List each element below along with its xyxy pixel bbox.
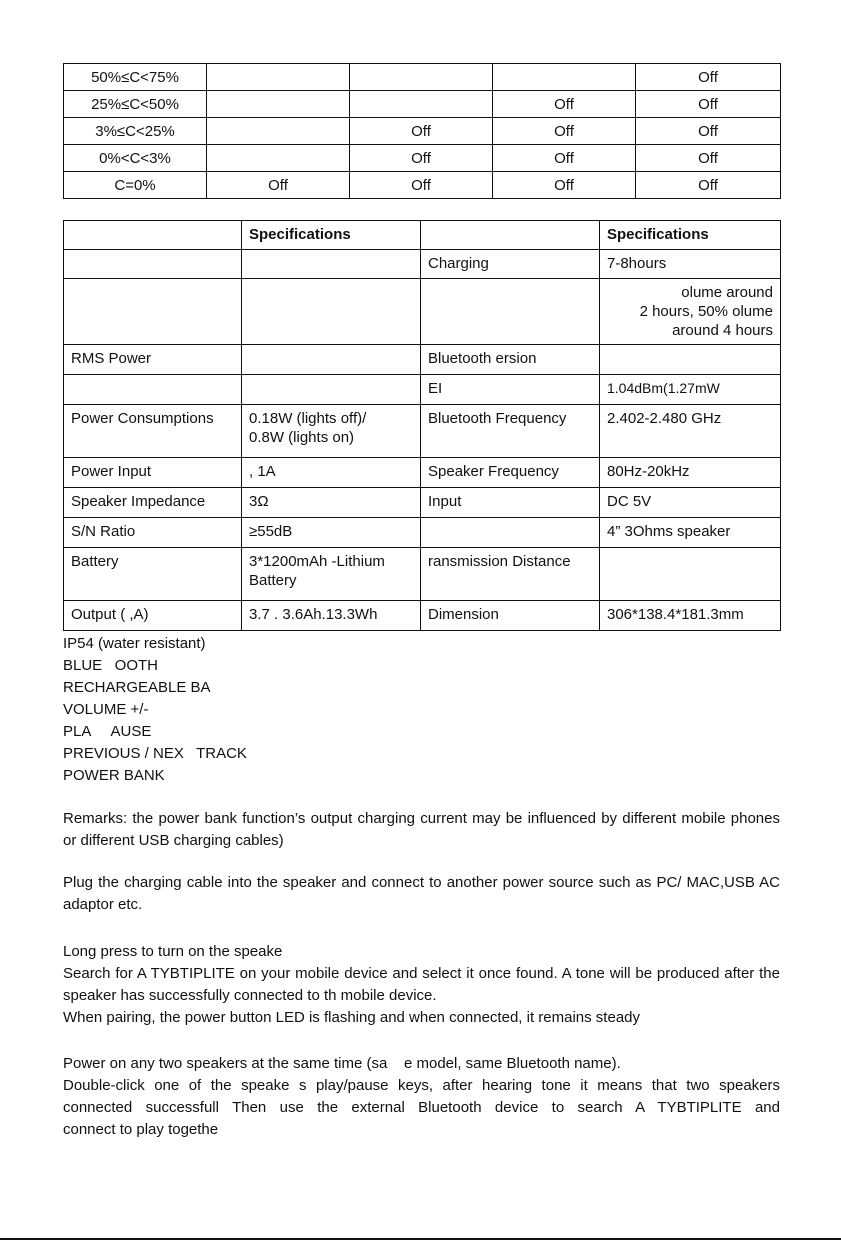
spec-table-cell: 7-8hours bbox=[600, 250, 781, 279]
spec-table-header-cell: Specifications bbox=[242, 221, 421, 250]
battery-table-cell: Off bbox=[636, 172, 781, 199]
spec-table-cell: RMS Power bbox=[64, 345, 242, 375]
spec-table-row bbox=[64, 488, 781, 518]
spec-table-cell bbox=[600, 548, 781, 601]
feature-item: BLUE OOTH bbox=[63, 657, 159, 674]
feature-item: PREVIOUS / NEX TRACK bbox=[63, 745, 247, 762]
battery-table-cell: Off bbox=[207, 172, 350, 199]
spec-table-row bbox=[64, 518, 781, 548]
battery-table-cell bbox=[350, 64, 493, 91]
battery-table-row bbox=[64, 172, 781, 199]
pairing-section bbox=[63, 941, 780, 1029]
spec-table-cell: Speaker Impedance bbox=[64, 488, 242, 518]
spec-table-cell bbox=[242, 250, 421, 279]
page-bottom-rule bbox=[0, 1238, 841, 1240]
feature-item: PLA AUSE bbox=[63, 723, 152, 740]
feature-list bbox=[63, 633, 780, 787]
spec-table-cell: 80Hz-20kHz bbox=[600, 458, 781, 488]
spec-table-cell: DC 5V bbox=[600, 488, 781, 518]
spec-table-cell: Charging bbox=[421, 250, 600, 279]
feature-item: POWER BANK bbox=[63, 767, 165, 784]
feature-item: RECHARGEABLE BA bbox=[63, 679, 211, 696]
spec-table-cell: Battery bbox=[64, 548, 242, 601]
spec-table-row bbox=[64, 345, 781, 375]
spec-table-cell: , 1A bbox=[242, 458, 421, 488]
charging-paragraph: Plug the charging cable into the speaker and connect to another power source such as PC/ MAC,USB AC adaptor etc. bbox=[63, 874, 780, 913]
battery-table-cell bbox=[207, 145, 350, 172]
spec-table-cell: olume around 2 hours, 50% olume around 4 hours bbox=[600, 279, 781, 345]
spec-table-cell bbox=[421, 279, 600, 345]
spec-table-header-cell: Specifications bbox=[600, 221, 781, 250]
battery-table-cell: C=0% bbox=[64, 172, 207, 199]
battery-table-row bbox=[64, 118, 781, 145]
spec-table-cell: Bluetooth ersion bbox=[421, 345, 600, 375]
spec-table-cell: Power Input bbox=[64, 458, 242, 488]
feature-item: VOLUME +/- bbox=[63, 701, 149, 718]
spec-table-cell: 2.402-2.480 GHz bbox=[600, 405, 781, 458]
battery-table-cell bbox=[207, 118, 350, 145]
spec-table-cell bbox=[600, 345, 781, 375]
battery-table-cell: Off bbox=[636, 145, 781, 172]
spec-table-cell: Output ( ,A) bbox=[64, 601, 242, 631]
battery-level-table bbox=[63, 63, 781, 199]
battery-table-cell: Off bbox=[493, 145, 636, 172]
spec-table-cell: 1.04dBm(1.27mW bbox=[600, 375, 781, 405]
spec-table-cell: 3.7 . 3.6Ah.13.3Wh bbox=[242, 601, 421, 631]
spec-table-cell: 3*1200mAh -Lithium Battery bbox=[242, 548, 421, 601]
spec-table-row bbox=[64, 458, 781, 488]
pairing-line: When pairing, the power button LED is flashing and when connected, it remains steady bbox=[63, 1009, 641, 1026]
battery-table-cell: Off bbox=[350, 172, 493, 199]
spec-table-cell bbox=[64, 375, 242, 405]
spec-table-row bbox=[64, 279, 781, 345]
battery-table-row bbox=[64, 64, 781, 91]
spec-table-row bbox=[64, 250, 781, 279]
remarks-paragraph: Remarks: the power bank function’s output charging current may be influenced by different mobile phones or different USB charging cables) bbox=[63, 810, 780, 849]
spec-table-cell bbox=[242, 375, 421, 405]
spec-table-cell: S/N Ratio bbox=[64, 518, 242, 548]
battery-table-cell: 3%≤C<25% bbox=[64, 118, 207, 145]
spec-table-row bbox=[64, 405, 781, 458]
spec-table-cell bbox=[64, 279, 242, 345]
spec-table-header-row bbox=[64, 221, 781, 250]
spec-table-cell: ≥55dB bbox=[242, 518, 421, 548]
battery-table-cell: Off bbox=[493, 91, 636, 118]
spec-table-cell: 0.18W (lights off)/ 0.8W (lights on) bbox=[242, 405, 421, 458]
battery-table-cell: 50%≤C<75% bbox=[64, 64, 207, 91]
spec-table-cell: Input bbox=[421, 488, 600, 518]
spec-table-cell bbox=[242, 345, 421, 375]
battery-table-cell bbox=[493, 64, 636, 91]
battery-table-row bbox=[64, 91, 781, 118]
spec-table-row bbox=[64, 375, 781, 405]
battery-table-row bbox=[64, 145, 781, 172]
tws-line: connected successfull Then use the external Bluetooth device to search A TYBTIPLITE and bbox=[63, 1099, 780, 1116]
spec-table-cell: 3Ω bbox=[242, 488, 421, 518]
pairing-paragraph: Search for A TYBTIPLITE on your mobile device and select it once found. A tone will be produced after the speaker has successfully connected to th mobile device. bbox=[63, 965, 780, 1004]
spec-table-row bbox=[64, 601, 781, 631]
battery-table-cell: 25%≤C<50% bbox=[64, 91, 207, 118]
feature-item: IP54 (water resistant) bbox=[63, 635, 206, 652]
tws-section bbox=[63, 1053, 780, 1141]
battery-table-cell bbox=[207, 64, 350, 91]
spec-table-cell: 306*138.4*181.3mm bbox=[600, 601, 781, 631]
battery-table-cell: 0%<C<3% bbox=[64, 145, 207, 172]
tws-line: connect to play togethe bbox=[63, 1121, 219, 1138]
battery-table-cell: Off bbox=[636, 64, 781, 91]
tws-line: Double-click one of the speake s play/pause keys, after hearing tone it means that two speakers bbox=[63, 1077, 780, 1094]
tws-line: Power on any two speakers at the same time (sa e model, same Bluetooth name). bbox=[63, 1055, 621, 1072]
battery-table-cell bbox=[207, 91, 350, 118]
battery-table-cell: Off bbox=[636, 118, 781, 145]
spec-table-cell: Speaker Frequency bbox=[421, 458, 600, 488]
spec-table-cell bbox=[421, 518, 600, 548]
battery-table-cell: Off bbox=[636, 91, 781, 118]
spec-table-header-cell bbox=[64, 221, 242, 250]
spec-table-cell: ransmission Distance bbox=[421, 548, 600, 601]
specifications-table bbox=[63, 220, 781, 631]
spec-table-cell: Power Consumptions bbox=[64, 405, 242, 458]
battery-table-cell: Off bbox=[350, 145, 493, 172]
spec-table-cell: EI bbox=[421, 375, 600, 405]
pairing-line: Long press to turn on the speake bbox=[63, 943, 283, 960]
battery-table-cell: Off bbox=[493, 172, 636, 199]
spec-table-header-cell bbox=[421, 221, 600, 250]
spec-table-row bbox=[64, 548, 781, 601]
battery-table-cell bbox=[350, 91, 493, 118]
spec-table-cell: Dimension bbox=[421, 601, 600, 631]
spec-table-cell: 4” 3Ohms speaker bbox=[600, 518, 781, 548]
battery-table-cell: Off bbox=[350, 118, 493, 145]
spec-table-cell bbox=[242, 279, 421, 345]
spec-table-cell bbox=[64, 250, 242, 279]
spec-table-cell: Bluetooth Frequency bbox=[421, 405, 600, 458]
battery-table-cell: Off bbox=[493, 118, 636, 145]
